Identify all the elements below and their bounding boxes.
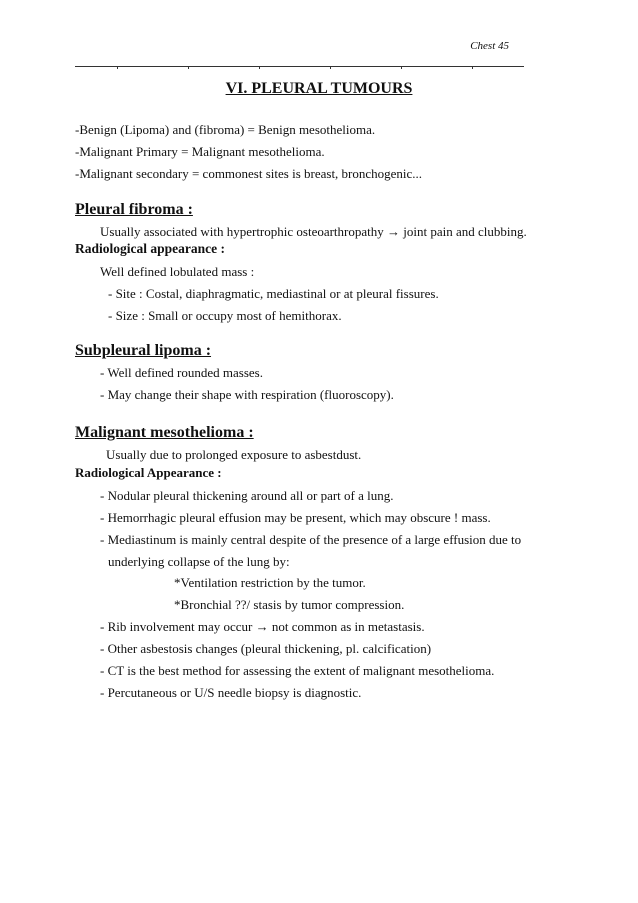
mesothelioma-subpoint: *Ventilation restriction by the tumor. bbox=[174, 575, 366, 590]
mesothelioma-line: - Other asbestosis changes (pleural thickening, pl. calcification) bbox=[100, 641, 432, 656]
lipoma-line: - May change their shape with respiration (fluoroscopy). bbox=[100, 387, 394, 402]
lipoma-line: - Well defined rounded masses. bbox=[100, 365, 263, 380]
rule-tick bbox=[117, 66, 118, 69]
mesothelioma-line: underlying collapse of the lung by: bbox=[108, 554, 290, 569]
fibroma-description: Usually associated with hypertrophic osteoarthropathy → joint pain and clubbing. bbox=[100, 224, 527, 239]
mesothelioma-radiology-heading: Radiological Appearance : bbox=[75, 465, 222, 480]
header-rule bbox=[75, 66, 524, 67]
mesothelioma-line: - Rib involvement may occur → not common as in metastasis. bbox=[100, 619, 425, 634]
intro-line: -Benign (Lipoma) and (fibroma) = Benign mesothelioma. bbox=[75, 122, 376, 137]
mesothelioma-description: Usually due to prolonged exposure to asbestdust. bbox=[106, 447, 362, 462]
fibroma-radiology-line: - Size : Small or occupy most of hemithorax. bbox=[108, 308, 342, 323]
fibroma-radiology-line: - Site : Costal, diaphragmatic, mediastinal or at pleural fissures. bbox=[108, 286, 439, 301]
fibroma-radiology-heading: Radiological appearance : bbox=[75, 241, 225, 256]
page-title: VI. PLEURAL TUMOURS bbox=[225, 80, 413, 97]
mesothelioma-line: - Mediastinum is mainly central despite of the presence of a large effusion due to bbox=[100, 532, 522, 547]
mesothelioma-line: - CT is the best method for assessing the extent of malignant mesothelioma. bbox=[100, 663, 495, 678]
rule-tick bbox=[472, 66, 473, 69]
page-number-label: Chest 45 bbox=[470, 40, 509, 52]
rule-tick bbox=[259, 66, 260, 69]
fibroma-radiology-line: Well defined lobulated mass : bbox=[100, 264, 255, 279]
mesothelioma-line: - Percutaneous or U/S needle biopsy is diagnostic. bbox=[100, 685, 362, 700]
rule-tick bbox=[330, 66, 331, 69]
rule-tick bbox=[401, 66, 402, 69]
mesothelioma-subpoint: *Bronchial ??/ stasis by tumor compression. bbox=[174, 597, 405, 612]
rule-tick bbox=[188, 66, 189, 69]
mesothelioma-line: - Hemorrhagic pleural effusion may be present, which may obscure ! mass. bbox=[100, 510, 491, 525]
section-heading-subpleural-lipoma: Subpleural lipoma : bbox=[75, 342, 212, 359]
section-heading-pleural-fibroma: Pleural fibroma : bbox=[75, 201, 193, 218]
mesothelioma-line: - Nodular pleural thickening around all or part of a lung. bbox=[100, 488, 394, 503]
intro-line: -Malignant secondary = commonest sites is breast, bronchogenic... bbox=[75, 166, 423, 181]
section-heading-malignant-mesothelioma: Malignant mesothelioma : bbox=[75, 424, 254, 441]
intro-line: -Malignant Primary = Malignant mesothelioma. bbox=[75, 144, 325, 159]
